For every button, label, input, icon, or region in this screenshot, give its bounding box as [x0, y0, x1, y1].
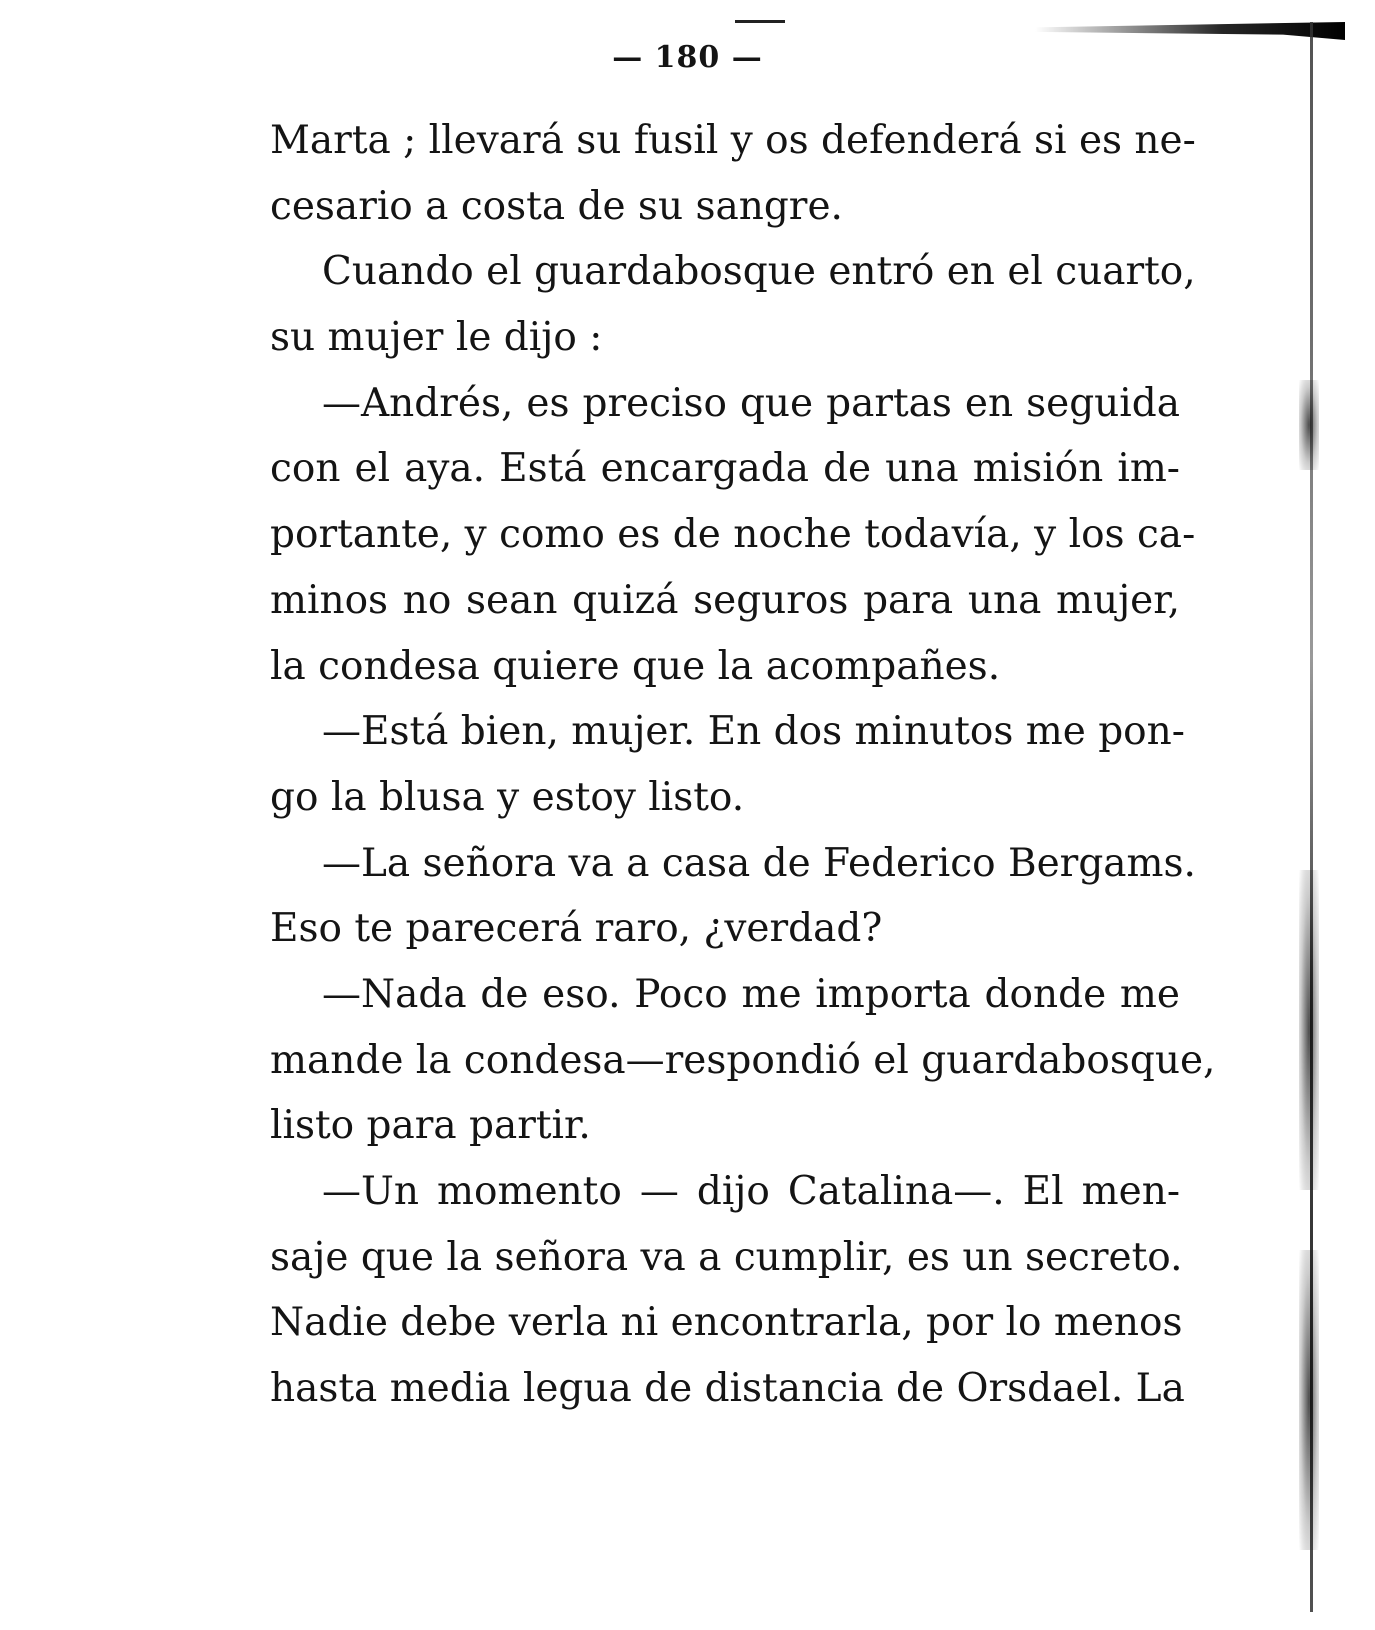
- text-line: hasta media legua de distancia de Orsdael. La: [270, 1366, 1185, 1412]
- text-line: su mujer le dijo :: [270, 315, 603, 361]
- text-line: Cuando el guardabosque entró en el cuarto,: [322, 249, 1196, 295]
- scan-smudge: [1299, 1250, 1319, 1550]
- top-rule: [735, 20, 785, 23]
- text-line: portante, y como es de noche todavía, y los ca-: [270, 512, 1196, 558]
- text-line: mande la condesa—respondió el guardabosque,: [270, 1037, 1216, 1083]
- page-number: — 180 —: [612, 40, 763, 75]
- text-line: —Nada de eso. Poco me importa donde me: [322, 971, 1180, 1017]
- text-line: saje que la señora va a cumplir, es un secreto.: [270, 1234, 1183, 1280]
- text-line: Nadie debe verla ni encontrarla, por lo menos: [270, 1300, 1183, 1346]
- text-line: Eso te parecerá raro, ¿verdad?: [270, 906, 883, 952]
- text-line: con el aya. Está encargada de una misión im-: [270, 446, 1180, 492]
- text-line: —Andrés, es preciso que partas en seguida: [322, 380, 1180, 426]
- text-line: Marta ; llevará su fusil y os defenderá si es ne-: [270, 118, 1196, 163]
- scan-smudge: [1299, 870, 1319, 1190]
- text-line: —La señora va a casa de Federico Bergams.: [322, 840, 1196, 886]
- text-line: la condesa quiere que la acompañes.: [270, 643, 1001, 689]
- text-line: —Está bien, mujer. En dos minutos me pon-: [322, 709, 1185, 755]
- text-line: minos no sean quizá seguros para una mujer,: [270, 577, 1180, 623]
- text-line: go la blusa y estoy listo.: [270, 774, 745, 820]
- text-line: —Un momento — dijo Catalina—. El men-: [322, 1169, 1180, 1214]
- text-line: cesario a costa de su sangre.: [270, 183, 843, 229]
- binding-shadow-top: [1035, 22, 1345, 40]
- body-text: [270, 108, 1216, 1422]
- scan-smudge: [1299, 380, 1319, 470]
- text-line: listo para partir.: [270, 1103, 591, 1149]
